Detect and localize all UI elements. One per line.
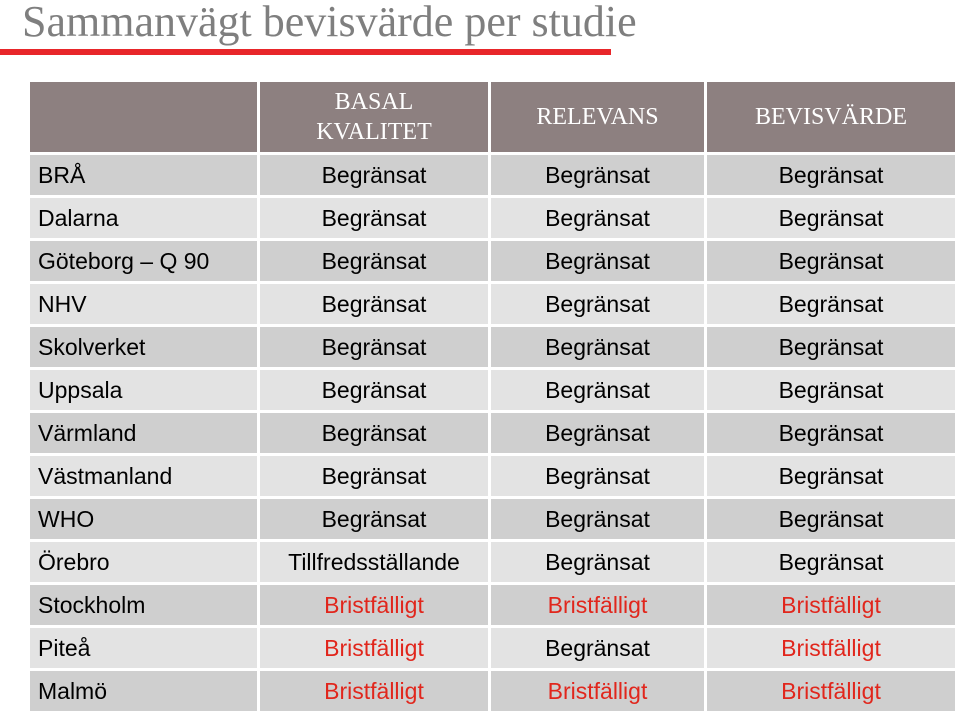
header-basal-line1: BASAL [334, 89, 414, 115]
table-header-row [30, 82, 955, 152]
basal-kvalitet-cell: Begränsat [260, 284, 488, 324]
bevisvarde-cell: Begränsat [707, 198, 955, 238]
bevisvarde-cell: Begränsat [707, 241, 955, 281]
bevisvarde-cell: Begränsat [707, 327, 955, 367]
relevans-cell: Begränsat [491, 456, 704, 496]
region-cell: WHO [30, 499, 257, 539]
region-cell: Piteå [30, 628, 257, 668]
basal-kvalitet-cell: Begränsat [260, 241, 488, 281]
table-row [30, 585, 955, 625]
table-row [30, 370, 955, 410]
region-cell: Örebro [30, 542, 257, 582]
basal-kvalitet-cell: Begränsat [260, 327, 488, 367]
bevisvarde-cell: Begränsat [707, 542, 955, 582]
region-cell: Göteborg – Q 90 [30, 241, 257, 281]
basal-kvalitet-cell: Tillfredsställande [260, 542, 488, 582]
region-cell: Dalarna [30, 198, 257, 238]
header-basal-kvalitet [260, 82, 488, 152]
bevisvarde-cell: Bristfälligt [707, 628, 955, 668]
table-row [30, 155, 955, 195]
relevans-cell: Bristfälligt [491, 585, 704, 625]
relevans-cell: Begränsat [491, 198, 704, 238]
bevisvarde-cell: Begränsat [707, 155, 955, 195]
page-title: Sammanvägt bevisvärde per studie [22, 0, 637, 46]
region-cell: Skolverket [30, 327, 257, 367]
bevisvarde-cell: Begränsat [707, 413, 955, 453]
relevans-cell: Begränsat [491, 542, 704, 582]
relevans-cell: Begränsat [491, 241, 704, 281]
basal-kvalitet-cell: Bristfälligt [260, 585, 488, 625]
bevisvarde-cell: Begränsat [707, 284, 955, 324]
basal-kvalitet-cell: Bristfälligt [260, 628, 488, 668]
relevans-cell: Begränsat [491, 327, 704, 367]
basal-kvalitet-cell: Begränsat [260, 370, 488, 410]
region-cell: Stockholm [30, 585, 257, 625]
basal-kvalitet-cell: Begränsat [260, 413, 488, 453]
header-bevisvarde: BEVISVÄRDE [707, 82, 955, 152]
basal-kvalitet-cell: Begränsat [260, 456, 488, 496]
bevisvarde-cell: Begränsat [707, 499, 955, 539]
relevans-cell: Begränsat [491, 370, 704, 410]
table-row [30, 628, 955, 668]
region-cell: NHV [30, 284, 257, 324]
relevans-cell: Begränsat [491, 499, 704, 539]
relevans-cell: Begränsat [491, 155, 704, 195]
region-cell: Malmö [30, 671, 257, 711]
table-row [30, 456, 955, 496]
table-row [30, 284, 955, 324]
table-body [30, 155, 955, 711]
relevans-cell: Begränsat [491, 413, 704, 453]
table-row [30, 327, 955, 367]
relevans-cell: Begränsat [491, 628, 704, 668]
basal-kvalitet-cell: Begränsat [260, 155, 488, 195]
evidence-table [27, 79, 958, 711]
basal-kvalitet-cell: Begränsat [260, 499, 488, 539]
region-cell: Värmland [30, 413, 257, 453]
title-underline [0, 49, 611, 55]
table-row [30, 413, 955, 453]
bevisvarde-cell: Bristfälligt [707, 585, 955, 625]
bevisvarde-cell: Begränsat [707, 370, 955, 410]
basal-kvalitet-cell: Begränsat [260, 198, 488, 238]
basal-kvalitet-cell: Bristfälligt [260, 671, 488, 711]
relevans-cell: Begränsat [491, 284, 704, 324]
region-cell: Västmanland [30, 456, 257, 496]
region-cell: Uppsala [30, 370, 257, 410]
table-row [30, 198, 955, 238]
table-row [30, 241, 955, 281]
header-region [30, 82, 257, 152]
table-row [30, 542, 955, 582]
header-basal-line2: KVALITET [316, 119, 432, 145]
bevisvarde-cell: Bristfälligt [707, 671, 955, 711]
bevisvarde-cell: Begränsat [707, 456, 955, 496]
relevans-cell: Bristfälligt [491, 671, 704, 711]
region-cell: BRÅ [30, 155, 257, 195]
table-row [30, 671, 955, 711]
header-relevans: RELEVANS [491, 82, 704, 152]
table-row [30, 499, 955, 539]
